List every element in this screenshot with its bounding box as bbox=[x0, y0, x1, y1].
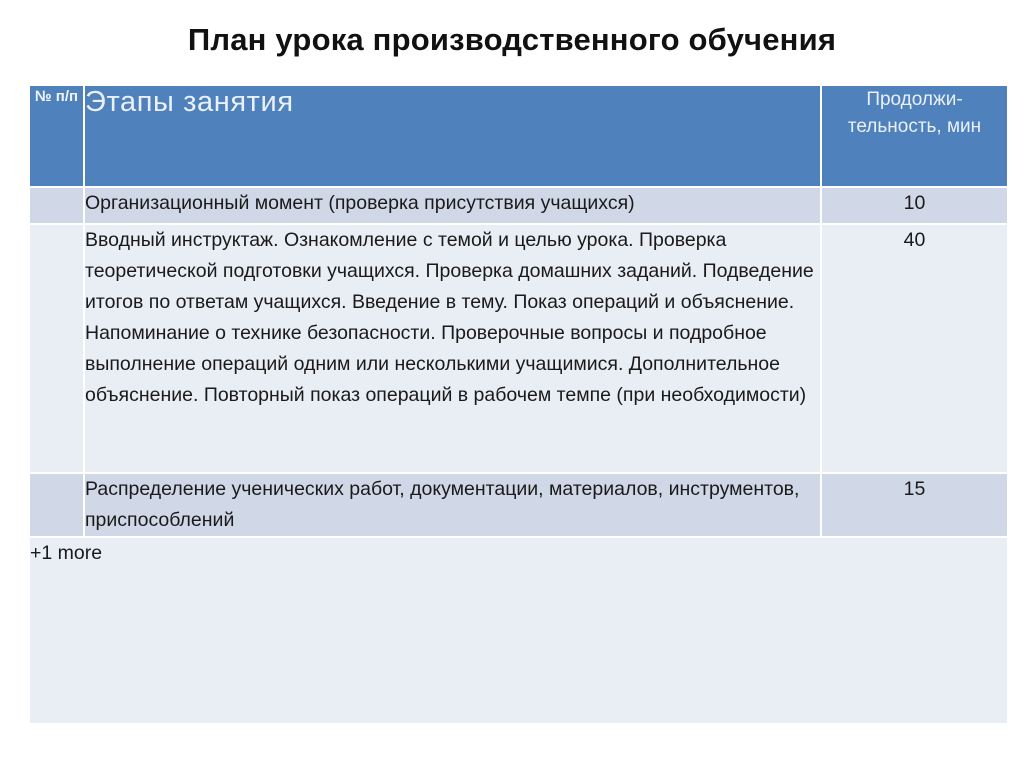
table-row bbox=[29, 473, 1008, 537]
table-row bbox=[29, 187, 1008, 224]
row-number-cell bbox=[29, 224, 84, 473]
row-duration-cell: 40 bbox=[821, 224, 1008, 473]
row-duration-cell: 10 bbox=[821, 187, 1008, 224]
row-number-cell bbox=[29, 187, 84, 224]
row-stage-cell: Распределение ученических работ, документации, материалов, инструментов, приспособлений bbox=[84, 473, 821, 537]
row-number-cell bbox=[29, 473, 84, 537]
page-title: План урока производственного обучения bbox=[187, 22, 837, 57]
lesson-plan-table bbox=[28, 84, 1009, 725]
header-stages: Этапы занятия bbox=[84, 85, 821, 187]
table-header-row bbox=[29, 85, 1008, 187]
header-duration: Продолжи-тельность, мин bbox=[821, 85, 1008, 187]
header-number: № п/п bbox=[29, 85, 84, 187]
table-row bbox=[29, 224, 1008, 473]
more-rows-indicator: +1 more bbox=[29, 537, 1008, 724]
row-duration-cell: 15 bbox=[821, 473, 1008, 537]
more-rows-row bbox=[29, 537, 1008, 724]
row-stage-cell: Организационный момент (проверка присутствия учащихся) bbox=[84, 187, 821, 224]
row-stage-cell: Вводный инструктаж. Ознакомление с темой и целью урока. Проверка теоретической подготовки учащихся. Проверка домашних заданий. Подведение итогов по ответам учащихся. Введение в тему. Показ операций и объяснение. Напоминание о технике безопасности. Проверочные вопросы и подробное выполнение операций одним или несколькими учащимися. Дополнительное объяснение. Повторный показ операций в рабочем темпе (при необходимости) bbox=[84, 224, 821, 473]
